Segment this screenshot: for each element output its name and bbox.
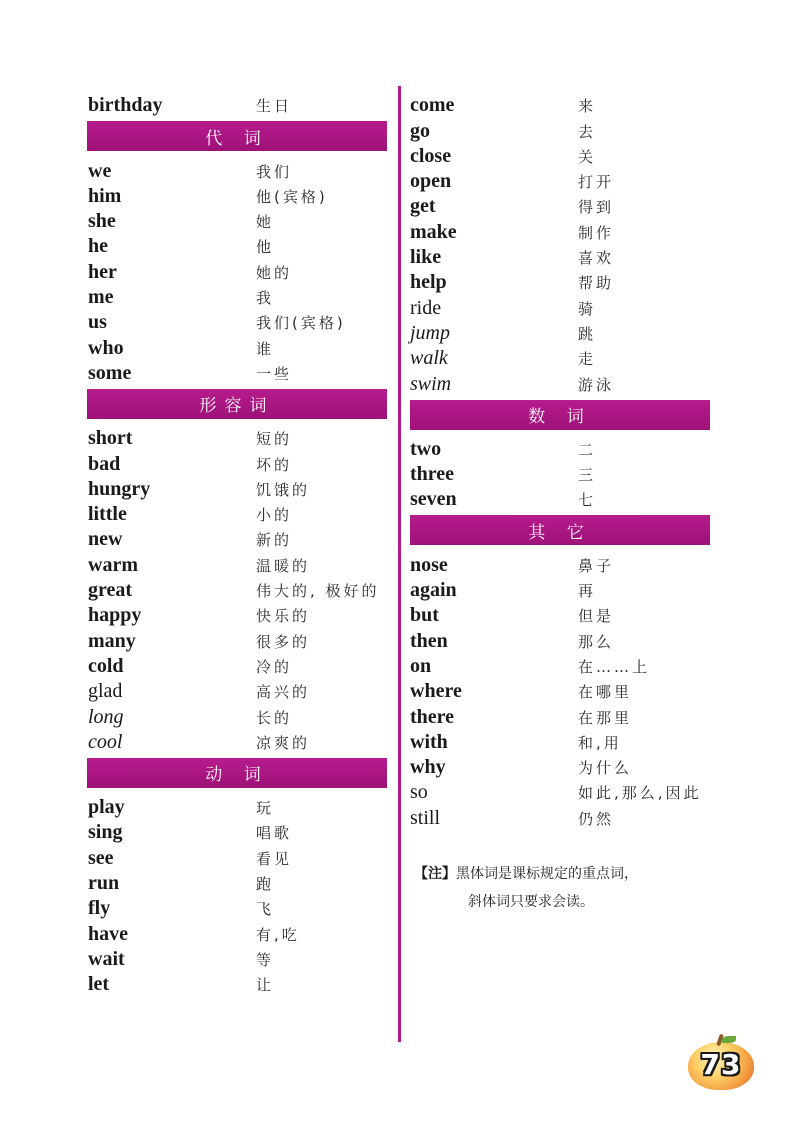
word: long xyxy=(88,705,124,728)
word: still xyxy=(410,806,441,829)
list-item xyxy=(410,461,712,486)
word: get xyxy=(410,195,436,218)
page-number-badge xyxy=(688,1034,754,1092)
list-item xyxy=(88,476,388,501)
meaning: 跳 xyxy=(578,324,597,343)
word: glad xyxy=(88,680,123,703)
left-column xyxy=(88,92,388,996)
list-item xyxy=(88,703,388,728)
list-item xyxy=(410,486,712,511)
word: close xyxy=(410,144,452,167)
word: little xyxy=(88,503,127,526)
list-item xyxy=(410,703,712,728)
word: run xyxy=(88,872,120,895)
word: jump xyxy=(410,321,450,344)
word: swim xyxy=(410,372,452,395)
list-item xyxy=(88,183,388,208)
list-item xyxy=(88,920,388,945)
word: wait xyxy=(88,947,125,970)
list-item xyxy=(88,334,388,359)
list-item xyxy=(410,370,712,395)
section-header-verbs: 动 词 xyxy=(87,758,387,788)
word: with xyxy=(410,730,448,753)
pronoun-list xyxy=(88,157,388,385)
meaning: 在……上 xyxy=(578,657,651,676)
meaning: 仍然 xyxy=(578,809,615,828)
word: seven xyxy=(410,488,457,511)
list-item xyxy=(410,244,712,269)
list-item xyxy=(88,577,388,602)
meaning: 再 xyxy=(578,582,597,601)
word: have xyxy=(88,922,128,945)
meaning: 冷的 xyxy=(256,657,293,676)
footnote-tag: 【注】 xyxy=(414,866,456,882)
word: him xyxy=(88,184,122,207)
meaning: 让 xyxy=(256,976,275,995)
list-item xyxy=(410,117,712,142)
list-item xyxy=(410,436,712,461)
word: warm xyxy=(88,553,138,576)
word: me xyxy=(88,286,114,309)
word: birthday xyxy=(88,94,163,117)
meaning: 但是 xyxy=(578,607,615,626)
meaning: 那么 xyxy=(578,632,615,651)
footnote-text-1: 黑体词是课标规定的重点词， xyxy=(456,866,638,882)
list-item xyxy=(410,218,712,243)
meaning: 伟大的, 极好的 xyxy=(256,582,380,601)
right-column xyxy=(410,92,712,830)
list-item xyxy=(410,602,712,627)
meaning: 玩 xyxy=(256,799,275,818)
meaning: 游泳 xyxy=(578,375,615,394)
list-item xyxy=(88,627,388,652)
meaning: 谁 xyxy=(256,339,275,358)
list-item xyxy=(410,193,712,218)
meaning: 小的 xyxy=(256,506,293,525)
word: nose xyxy=(410,553,448,576)
meaning: 看见 xyxy=(256,849,293,868)
meaning: 鼻子 xyxy=(578,556,615,575)
list-item xyxy=(88,450,388,475)
meaning: 凉爽的 xyxy=(256,733,311,752)
word: we xyxy=(88,159,112,182)
meaning: 关 xyxy=(578,147,597,166)
list-item xyxy=(410,294,712,319)
meaning: 长的 xyxy=(256,708,293,727)
word: some xyxy=(88,361,132,384)
word: sing xyxy=(88,821,123,844)
meaning: 制作 xyxy=(578,223,615,242)
section-header-pronouns: 代 词 xyxy=(87,121,387,151)
meaning: 如此,那么,因此 xyxy=(578,784,702,803)
others-list xyxy=(410,551,712,829)
meaning: 为什么 xyxy=(578,759,633,778)
meaning: 生日 xyxy=(256,97,293,116)
word: hungry xyxy=(88,477,151,500)
meaning: 在哪里 xyxy=(578,683,633,702)
list-item xyxy=(410,779,712,804)
meaning: 骑 xyxy=(578,299,597,318)
word: help xyxy=(410,271,447,294)
word: many xyxy=(88,629,136,652)
word: let xyxy=(88,973,110,996)
meaning: 高兴的 xyxy=(256,683,311,702)
verb-list xyxy=(88,794,388,996)
list-item xyxy=(88,678,388,703)
list-item xyxy=(410,168,712,193)
word: her xyxy=(88,260,117,283)
meaning: 饥饿的 xyxy=(256,480,311,499)
meaning: 在那里 xyxy=(578,708,633,727)
leaf-icon xyxy=(722,1036,736,1043)
numeral-list xyxy=(410,436,712,512)
list-item xyxy=(410,143,712,168)
word: three xyxy=(410,463,455,486)
list-item xyxy=(88,819,388,844)
list-item xyxy=(88,870,388,895)
list-item xyxy=(88,360,388,385)
list-item xyxy=(88,551,388,576)
list-item xyxy=(410,92,712,117)
list-item xyxy=(410,804,712,829)
list-item xyxy=(410,551,712,576)
meaning: 来 xyxy=(578,97,597,116)
meaning: 走 xyxy=(578,350,597,369)
meaning: 唱歌 xyxy=(256,824,293,843)
list-item xyxy=(88,208,388,233)
meaning: 等 xyxy=(256,950,275,969)
list-item xyxy=(410,627,712,652)
word: she xyxy=(88,210,116,233)
meaning: 有,吃 xyxy=(256,925,300,944)
word: bad xyxy=(88,452,121,475)
word: cold xyxy=(88,654,124,677)
list-item xyxy=(410,577,712,602)
list-item xyxy=(88,284,388,309)
word: where xyxy=(410,680,462,703)
list-item xyxy=(410,653,712,678)
word: again xyxy=(410,579,457,602)
word: so xyxy=(410,781,428,804)
adjective-list xyxy=(88,425,388,754)
word: see xyxy=(88,846,114,869)
list-item xyxy=(410,729,712,754)
list-item xyxy=(410,754,712,779)
list-item xyxy=(88,844,388,869)
list-item xyxy=(88,157,388,182)
word: us xyxy=(88,311,107,334)
word: play xyxy=(88,796,125,819)
list-item xyxy=(88,92,388,117)
meaning: 她的 xyxy=(256,263,293,282)
meaning: 一些 xyxy=(256,364,293,383)
meaning: 他 xyxy=(256,238,275,257)
verb-list-continued xyxy=(410,92,712,396)
meaning: 新的 xyxy=(256,531,293,550)
list-item xyxy=(88,309,388,334)
section-header-adjectives: 形容词 xyxy=(87,389,387,419)
word: come xyxy=(410,94,455,117)
meaning: 我们(宾格) xyxy=(256,314,346,333)
meaning: 得到 xyxy=(578,198,615,217)
word: why xyxy=(410,756,446,779)
word: short xyxy=(88,427,133,450)
meaning: 七 xyxy=(578,491,597,510)
meaning: 快乐的 xyxy=(256,607,311,626)
meaning: 帮助 xyxy=(578,274,615,293)
list-item xyxy=(410,320,712,345)
footnote xyxy=(414,860,734,916)
word: on xyxy=(410,654,432,677)
list-item xyxy=(88,946,388,971)
word: who xyxy=(88,336,124,359)
list-item xyxy=(410,345,712,370)
list-item xyxy=(88,971,388,996)
word: but xyxy=(410,604,439,627)
list-item xyxy=(88,602,388,627)
list-item xyxy=(410,269,712,294)
word: go xyxy=(410,119,430,142)
word: he xyxy=(88,235,108,258)
meaning: 短的 xyxy=(256,430,293,449)
meaning: 很多的 xyxy=(256,632,311,651)
word: new xyxy=(88,528,123,551)
meaning: 我们 xyxy=(256,162,293,181)
word: great xyxy=(88,579,133,602)
word: ride xyxy=(410,296,442,319)
meaning: 去 xyxy=(578,122,597,141)
word: then xyxy=(410,629,448,652)
word: walk xyxy=(410,347,448,370)
list-item xyxy=(88,425,388,450)
list-item xyxy=(88,258,388,283)
meaning: 打开 xyxy=(578,173,615,192)
meaning: 他(宾格) xyxy=(256,187,328,206)
meaning: 飞 xyxy=(256,900,275,919)
meaning: 二 xyxy=(578,440,597,459)
list-item xyxy=(88,895,388,920)
word: fly xyxy=(88,897,111,920)
section-header-others: 其 它 xyxy=(410,515,710,545)
list-item xyxy=(88,233,388,258)
list-item xyxy=(410,678,712,703)
list-item xyxy=(88,501,388,526)
list-item xyxy=(88,794,388,819)
meaning: 坏的 xyxy=(256,455,293,474)
word: cool xyxy=(88,730,123,753)
list-item xyxy=(88,526,388,551)
column-divider xyxy=(398,86,401,1042)
word: there xyxy=(410,705,455,728)
word: like xyxy=(410,246,442,269)
list-item xyxy=(88,729,388,754)
footnote-line-1 xyxy=(414,860,734,888)
footnote-text-2: 斜体词只要求会读。 xyxy=(468,894,594,910)
meaning: 喜欢 xyxy=(578,249,615,268)
meaning: 和,用 xyxy=(578,733,622,752)
list-item xyxy=(88,653,388,678)
page-number: 73 xyxy=(700,1048,742,1081)
word: open xyxy=(410,170,452,193)
meaning: 跑 xyxy=(256,875,275,894)
meaning: 我 xyxy=(256,289,275,308)
meaning: 她 xyxy=(256,213,275,232)
section-header-numerals: 数 词 xyxy=(410,400,710,430)
word: happy xyxy=(88,604,142,627)
meaning: 三 xyxy=(578,466,597,485)
word: two xyxy=(410,437,442,460)
word: make xyxy=(410,220,457,243)
meaning: 温暖的 xyxy=(256,556,311,575)
